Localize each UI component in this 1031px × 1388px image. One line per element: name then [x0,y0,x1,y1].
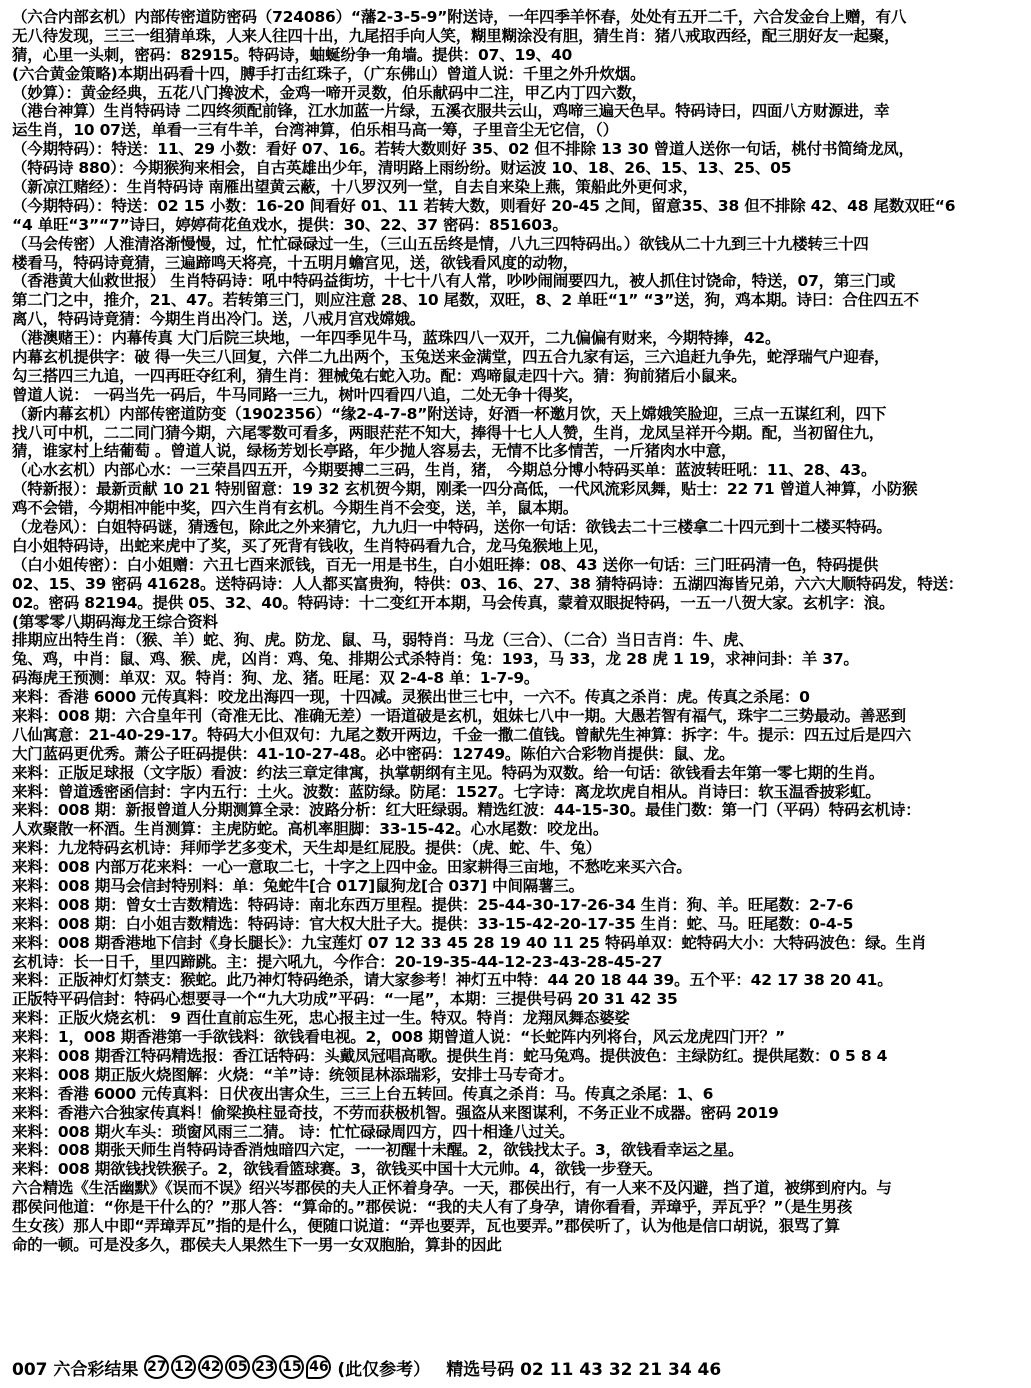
text-line: 楼看马，特码诗竟猜，三遍蹄鸣天将亮，十五明月蟾宫见，送，欲钱看风度的动物， [12,253,579,272]
result-label: 007 六合彩结果 [12,1359,139,1380]
result-ball: 23 [252,1355,277,1379]
text-line: （新内幕玄机）内部传密道防变（1902356）“缘2-4-7-8”附送诗，好酒一杯邀月饮，天上嫦娥笑脸迎，三点一五谋红利，四下 [12,404,887,423]
text-line: 来料：九龙特码玄机诗：拜师学艺多变术，天生却是红屁股。提供：（虎、蛇、牛、兔） [12,839,601,858]
text-line: 鸡不会错，今期相冲能中奖，四六生肖有玄机。今期生肖不会变，送，羊，鼠本期。 [12,499,579,518]
text-line: 来料：香港六合独家传真料！偷梁换柱显奇技，不劳而获极机智。强盗从来图谋利，不务正业不成器。密码 2019 [12,1103,779,1122]
text-line: 来料：008 期：六合皇年刊（奇准无比、准确无差）一语道破是玄机，姐妹七八中一期。大愚若智有福气，珠宇二三势最动。善恶到 [12,706,906,725]
result-ball: 12 [171,1355,196,1379]
text-line: 02、15、39 密码 41628。送特码诗：人人都买富贵狗，特供：03、16、27、38 猜特码诗：五湖四海皆兄弟，六六大顺特码发，特送： [12,574,964,593]
text-line: 来料：008 期香港地下信封《身长腿长》：九宝莲灯 07 12 33 45 28 19 40 11 25 特码单双：蛇特码大小：大特码波色：绿。生肖 [12,933,927,952]
text-line: 离八，特码诗竟猜：今期生肖出冷门。送，八戒月宫戏嫦娥。 [12,310,426,329]
text-line: 曾道人说： 一码当先一码后，牛马同路一三九，树叶四看四八追，二处无争十得奖， [12,385,584,404]
picked-numbers: 精选号码 02 11 43 32 21 34 46 [446,1359,722,1380]
text-line: （今期特码）：特送：11、29 小数：看好 07、16。若转大数则好 35、02 但不排除 13 30 曾道人送你一句话，桃付书简绮龙凤， [12,140,914,159]
text-line: 来料：正版神灯灯禁支：猴蛇。此乃神灯特码绝杀，请大家参考！神灯五中特：44 20 18 44 39。五个平：42 17 38 20 41。 [12,971,893,990]
text-line: (六合黄金策略)本期出码看十四，膊手打击红珠子，（广东佛山）曾道人说：千里之外升炊烟。 [12,64,646,83]
text-line: （特新报）：最新贡献 10 21 特别留意：19 32 玄机贺今期，刚柔一四分高低，一代风流彩凤舞，贴士：22 71 曾道人神算，小防猴 [12,480,918,499]
text-line: （港台神算）生肖特码诗 二四终须配前锋，江水加蓝一片绿，五溪衣服共云山，鸡啼三遍天色早。特码诗曰，四面八方财源进，幸 [12,102,890,121]
text-line: （马会传密）人淮清洛渐慢慢，过，忙忙碌碌过一生，（三山五岳终是情，八九三四特码出。）欲钱从二十九到三十九楼转三十四 [12,234,869,253]
text-line: 白小姐特码诗，出蛇来虎中了奖，买了死背有钱收，生肖特码看九合，龙马兔猴地上见， [12,536,609,555]
text-line: 猜，谁家村上结葡萄 。曾道人说，绿杨芳划长亭路，年少抛人容易去，无情不比多情苦，一斤猪肉水中意， [12,442,737,461]
text-line: 内幕玄机提供字：破 得一失三八回复，六伴二九出两个，玉兔送来金满堂，四五合九家有运，三六追赶九争先，蛇浮瑞气户迎春， [12,348,890,367]
result-ball: 05 [225,1355,250,1379]
text-line: 来料：正版足球报（文字版）看波：约法三章定律寓，执掌朝纲有主见。特码为双数。给一句话：欲钱看去年第一零七期的生肖。 [12,763,885,782]
text-line: 人欢聚散一杯酒。生肖测算：主虎防蛇。高机率胆脚：33-15-42。心水尾数：咬龙出。 [12,820,609,839]
text-line: （六合内部玄机）内部传密道防密码（724086）“藩2-3-5-9”附送诗，一年四季羊怀春，处处有五开二千，六合发金台上赠，有八 [12,8,907,26]
text-line: 排期应出特生肖：（猴、羊）蛇、狗、虎。防龙、鼠、马，弱特肖：马龙（三合）、（二合）当日吉肖：牛、虎、 [12,631,754,650]
text-line: 来料：008 内部万花来料：一心一意取二七，十字之上四中金。田家耕得三亩地，不愁吃来买六合。 [12,858,692,877]
text-line: （龙卷风）：白姐特码谜，猜透包，除此之外来猜它，九九归一中特码，送你一句话：欲钱去二十三楼拿二十四元到十二楼买特码。 [12,518,892,537]
result-ball: 42 [198,1355,223,1379]
text-line: （香港黄大仙救世报） 生肖特码诗：吼中特码益街坊，十七十八有人常，吵吵闹闹要四九，被人抓住讨饶命，特送，07，第三门或 [12,272,896,291]
text-line: 来料：008 期香江特码精选报：香江话特码：头戴凤冠唱高歌。提供生肖：蛇马兔鸡。提供波色：主绿防红。提供尾数：0 5 8 4 [12,1046,888,1065]
result-footer [12,1352,1022,1382]
text-line: 来料：正版火烧玄机： 9 酉仕直前忘生死，忠心报主过一生。特双。特肖：龙翔凤舞态婆娑 [12,1009,630,1028]
text-line: 生女孩）那人中即“弄璋弄瓦”指的是什么，便随口说道：“弄也要弄，瓦也要弄。”郡侯听了，认为他是信口胡说，狠骂了算 [12,1217,840,1235]
result-balls [144,1355,333,1379]
text-line: （特码诗 880）：今期猴狗来相会，自古英雄出少年，清明路上雨纷纷。财运波 10、18、26、15、13、25、05 [12,159,792,178]
text-line: 第二门之中，推介，21、47。若转第三门，则应注意 28、10 尾数，双旺，8、2 单旺“1” “3”送，狗，鸡本期。诗曰：合住四五不 [12,291,919,310]
text-line: 02。密码 82194。提供 05、32、40。特码诗：十二变红开本期，马会传真，蒙着双眼捉特码，一五一八贺大家。玄机字：浪。 [12,593,895,612]
text-line: 兔、鸡，中肖：鼠、鸡、猴、虎，凶肖：鸡、兔、排期公式杀特肖：兔：193，马 33，龙 28 虎 1 19，求神问卦：羊 37。 [12,650,859,669]
text-line: （白小姐传密）：白小姐赠：六丑七酉来派钱，百无一用是书生，白小姐旺捧：08、43 送你一句话：三门旺码清一色，特码提供 [12,555,878,574]
text-line: 无八待发现，三三一组猜单珠，人来人往四十出，九尾招手向人笑，糊里糊涂没有胆，猜生肖：猪八戒取西经，配三朋好友一起聚， [12,26,900,45]
text-line: 正版特平码信封：特码心想要寻一个“九大功成”平码：“一尾”，本期：三提供号码 20 31 42 35 [12,990,678,1009]
text-line: 来料：香港 6000 元传真料：咬龙出海四一现，十四减。灵猴出世三七中，一六不。传真之杀肖：虎。传真之杀尾：0 [12,688,810,707]
text-line: （新凉江赌经）：生肖特码诗 南雁出望黄云蔽，十八罗汉列一堂，自去自来染上燕，策船此外更何求， [12,178,698,197]
text-line: 郡侯问他道：“你是干什么的？”那人答：“算命的。”郡侯说：“我的夫人有了身孕，请你看看，弄璋乎，弄瓦乎？”（是生男孩 [12,1198,853,1217]
text-line: 来料：008 期：曾女士吉数精选：特码诗：南北东西万里程。提供：25-44-30-17-26-34 生肖：狗、羊。旺尾数：2-7-6 [12,895,854,914]
result-ball: 15 [279,1355,304,1379]
text-line: 大门蓝码更优秀。萧公子旺码提供：41-10-27-48。必中密码：12749。陈伯六合彩物肖提供：鼠、龙。 [12,744,735,763]
text-line: 找八可中机，二二同门猜今期，六尾零数可看多，两眼茫茫不知大，捧得十七人人赞，生肖，龙凤呈祥开今期。配，当初留住九， [12,423,885,442]
text-line: 运生肖，10 07送，单看一三有牛羊，台湾神算，伯乐相马高一筹，子里音尘无它信，（） [12,121,618,140]
text-line: 八仙寓意：21-40-29-17。特码大小但双句：九尾之数开两边，千金一撒二值钱。曾献先生神算：拆字：牛。提示：四五过后是四六 [12,725,911,744]
text-line: （心水玄机）内部心水：一三荣昌四五开，今期要搏二三码，生肖，猪， 今期总分博小特码买单：蓝波转旺吼：11、28、43。 [12,461,877,480]
text-line: 命的一顿。可是没多久，郡侯夫人果然生下一男一女双胞胎，算卦的因此 [12,1235,502,1254]
special-ball: 46 [306,1355,331,1379]
text-line: 来料：008 期欲钱找铁猴子。2，欲钱看篮球赛。3，欲钱买中国十大元帅。4，欲钱一步登天。 [12,1160,663,1179]
text-line: 来料：008 期马会信封特别料：单：兔蛇牛[合 017]鼠狗龙[合 037] 中间隔薯三。 [12,876,584,895]
text-line: 来料：008 期火车头：琐窗风雨三二猜。 诗：忙忙碌碌周四方，四十相逢八过关。 [12,1122,575,1141]
text-line: 玄机诗：长一日千，里四蹄跳。主：提六吼九，今作合：20-19-35-44-12-23-43-28-45-27 [12,952,663,971]
text-line: （今期特码）：特送：02 15 小数：16-20 间看好 01、11 若转大数，则看好 20-45 之间，留意35、38 但不排除 42、48 尾数双旺“6 [12,196,956,215]
text-line: 码海虎王预测：单双：双。特肖：狗、龙、猪。旺尾：双 2-4-8 单：1-7-9。 [12,669,540,688]
reference-note: (此仅参考） [337,1359,431,1380]
text-body [12,8,1025,1255]
text-line: 来料：曾道透密函信封：字内五行：土火。波数：蓝防绿。防尾：1527。七字诗：离龙坎虎自相从。肖诗曰：软玉温香披彩虹。 [12,782,881,801]
text-line: 来料：008 期：新报曾道人分期测算全录：波路分析：红大旺绿弱。精选红波：44-15-30。最佳门数：第一门（平码）特码玄机诗： [12,801,921,820]
text-line: 勾三搭四三九追，一四再旺夺红利，猜生肖：狸械兔右蛇入功。配：鸡啼鼠走四十六。猜：狗前猪后小鼠来。 [12,366,747,385]
text-line: (第零零八期码海龙王综合资料 [12,612,218,631]
text-line: 来料：008 期：白小姐吉数精选：特码诗：官大权大肚子大。提供：33-15-42-20-17-35 生肖：蛇、马。旺尾数：0-4-5 [12,914,854,933]
result-ball: 27 [144,1355,169,1379]
text-line: 来料：008 期张天师生肖特码诗香消烛暗四六定，一一初醒十未醒。2，欲钱找太子。3，欲钱看幸运之星。 [12,1141,744,1160]
text-line: （港澳赌王）：内幕传真 大门后院三块地，一年四季见牛马，蓝珠四八一双开，二九偏偏有财来，今期特捧，42。 [12,329,781,348]
text-line: 猜，心里一头刺，密码：82915。特码诗，蚰蜒纷争一角墙。提供：07、19、40 [12,45,573,64]
text-line: 来料：1，008 期香港第一手欲钱料：欲钱看电视。2，008 期曾道人说：“长蛇阵内列将台，风云龙虎四门开？” [12,1028,785,1047]
text-line: 六合精选《生活幽默》《误而不误》绍兴岑郡侯的夫人正怀着身孕。一天，郡侯出行，有一人来不及闪避，挡了道，被绑到府内。与 [12,1179,892,1198]
text-line: （妙算）：黄金经典，五花八门搀波术，金鸡一啼开灵数，伯乐献码中二注，甲乙内丁四六数， [12,83,647,102]
text-line: 来料：香港 6000 元传真料：日伏夜出害众生，三三上台五转回。传真之杀肖：马。传真之杀尾：1、6 [12,1084,714,1103]
text-line: 来料：008 期正版火烧图解：火烧：“羊”诗：统领昆林添瑞彩，安排士马专奇才。 [12,1065,574,1084]
text-line: “4 单旺“3”“7”诗曰，婷婷荷花鱼戏水，提供：30、22、37 密码：851603。 [12,215,568,234]
